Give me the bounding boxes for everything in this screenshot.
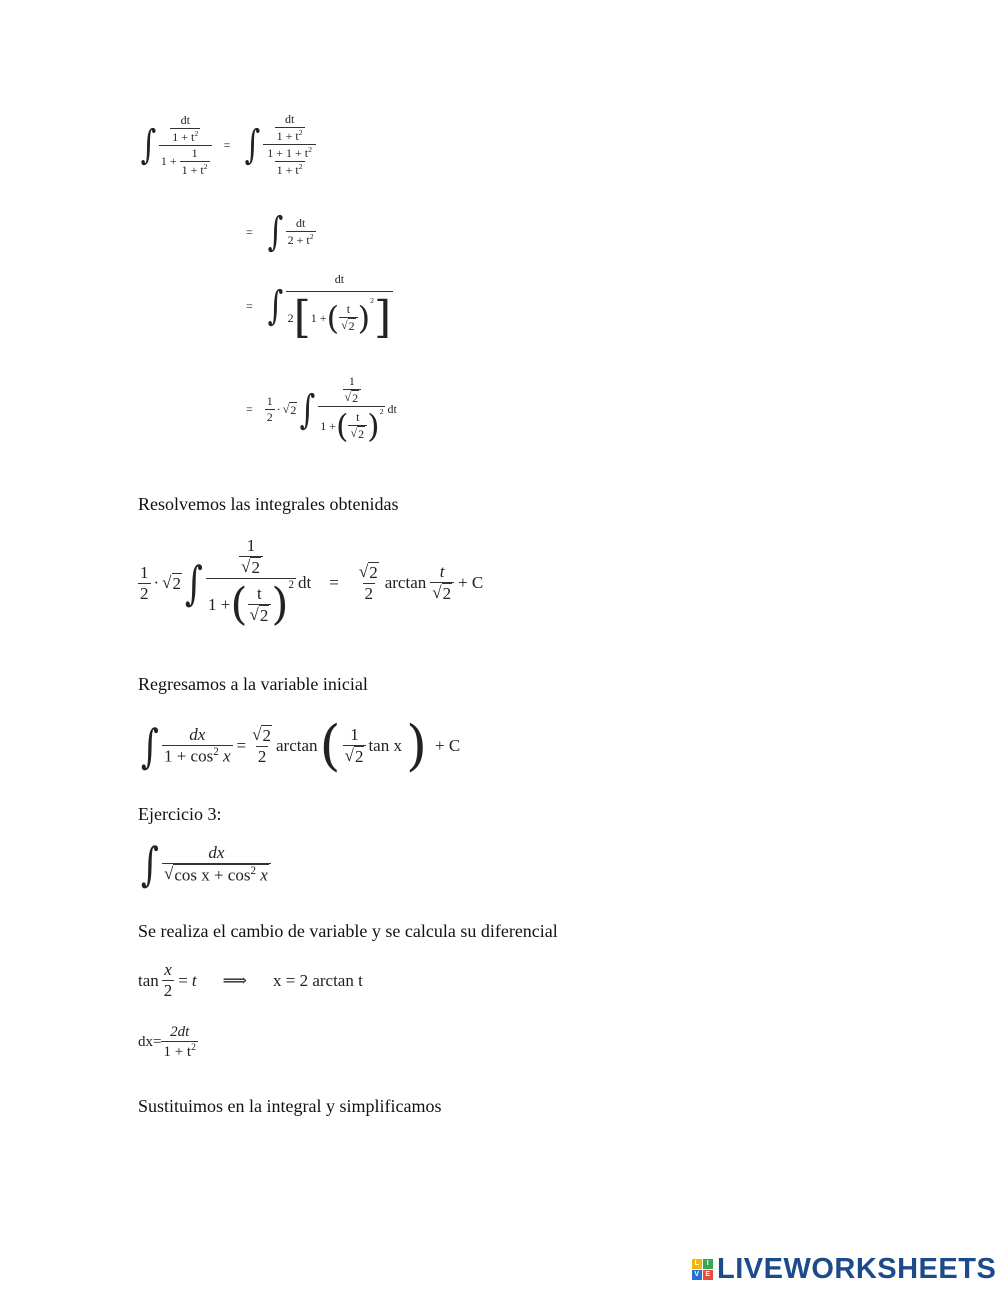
equals-sign: = — [246, 298, 253, 313]
integral-sign: ∫ — [140, 122, 157, 168]
integral-sign: ∫ — [140, 837, 159, 892]
paragraph-cambio-variable: Se realiza el cambio de variable y se calcula su diferencial — [138, 921, 558, 941]
fraction: dx √ $\cos x + \cos^2 x$ — [162, 843, 271, 886]
fraction: $\frac{dt}{2 + t^2}$ — [287, 216, 314, 247]
equals-sign: = — [223, 137, 231, 152]
paragraph-resolvemos: Resolvemos las integrales obtenidas — [138, 494, 399, 514]
fraction: $\frac{dx}{1 + \cos^2 x}$ — [163, 724, 231, 766]
equation-exercise-3 — [138, 837, 271, 892]
derivation-line-4: = $\frac{1}{2}$ · √ 2 ∫ 1 √ 2 1 + ( t √ 2 ) 2 dt — [234, 374, 397, 445]
logo-text: LIVEWORKSHEETS — [717, 1253, 997, 1285]
exercise-title: Ejercicio 3: — [138, 804, 222, 824]
integral-sign: ∫ — [299, 386, 316, 433]
integral-sign: ∫ — [267, 283, 284, 329]
derivation-line-1 — [138, 112, 316, 178]
logo-mark-icon: L I V E — [692, 1259, 713, 1280]
derivation-block — [138, 112, 468, 472]
integral-sign: ∫ — [267, 209, 284, 255]
fraction: t √ 2 — [430, 562, 454, 604]
equation-substitution: tan $\frac{x}{2}$ = t ⟹ x = 2 arctan t — [138, 960, 363, 1000]
fraction: dt 2 [ 1 + ( t √ 2 ) 2 ] — [287, 272, 392, 343]
fraction: $\frac{1}{2}$ — [140, 562, 149, 603]
derivation-line-3 — [234, 272, 393, 343]
paragraph-sustituimos: Sustituimos en la integral y simplificamos — [138, 1096, 442, 1116]
equals-sign: = — [246, 224, 253, 239]
equation-result: ∫ $\frac{dx}{1 + \cos^2 x}$ = √ 2 2 arctan ( 1 √ 2 tan x ) + C — [140, 714, 461, 777]
integral-sign: ∫ — [140, 718, 159, 773]
fraction: $\frac{2dt}{1 + t^2}$ — [163, 1024, 196, 1060]
equation-solution: $\frac{1}{2}$ · √ 2 ∫ 1 √ 2 1 + ( t √ 2 ) 2 dt = √ 2 2 arctan t √ 2 + C — [140, 536, 484, 630]
paragraph-regresamos: Regresamos a la variable inicial — [138, 674, 368, 694]
equation-differential: dx= $\frac{2dt}{1 + t^2}$ — [138, 1024, 196, 1060]
fraction: 1 √ 2 — [343, 725, 367, 767]
integral-sign: ∫ — [245, 122, 261, 168]
fraction: $\frac{\frac{dt}{1 + t^2}}{\frac{1 + 1 + t^2}{1 + t^2}}$ — [263, 112, 316, 178]
integral-sign: ∫ — [185, 556, 203, 610]
fraction: √ 2 2 — [358, 562, 378, 603]
fraction: $\frac{1}{2}$ — [266, 394, 273, 424]
fraction: 1 √ 2 1 + ( t √ 2 ) 2 — [320, 374, 384, 445]
fraction: 1 √ 2 1 + ( t √ 2 ) 2 — [207, 536, 295, 630]
liveworksheets-logo — [692, 1253, 996, 1286]
fraction: √ 2 2 — [252, 724, 271, 766]
derivation-line-2 — [234, 209, 316, 255]
equals-sign: = — [246, 402, 253, 416]
equals-sign: = — [329, 573, 339, 592]
fraction: $\frac{x}{2}$ — [163, 960, 173, 1000]
fraction: $\frac{dt}{1 + t^2}$ 1 + $\frac{1}{1 + t^2}$ — [159, 113, 212, 178]
